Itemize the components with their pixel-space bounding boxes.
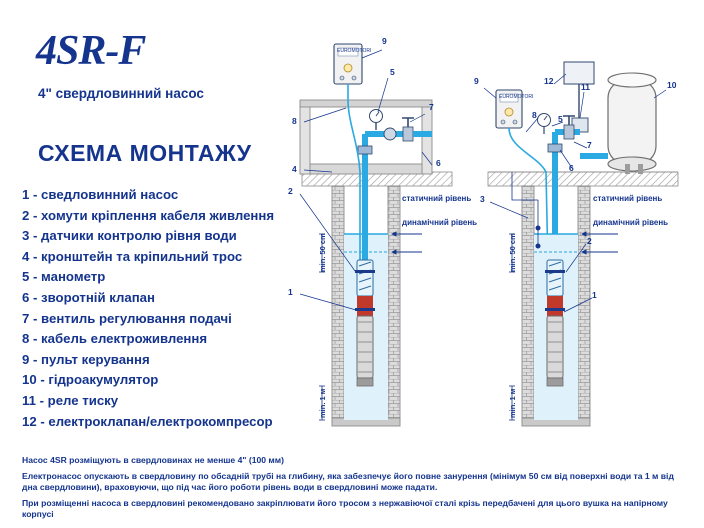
legend-item: 2 - хомути кріплення кабеля живлення	[22, 207, 275, 223]
legend-list	[22, 185, 312, 432]
callout-1: 1	[288, 287, 293, 297]
callout-1: 1	[592, 290, 597, 300]
callout-6: 6	[436, 158, 441, 168]
callout-11: 11	[581, 82, 590, 92]
callout-9: 9	[474, 76, 479, 86]
dynamic-level-label: динамічний рівень	[593, 218, 669, 227]
installation-diagram-right	[468, 22, 693, 437]
callout-10: 10	[667, 80, 677, 90]
callout-5: 5	[558, 114, 563, 124]
callout-2: 2	[587, 236, 592, 246]
legend-item: 9 - пульт керування	[22, 351, 150, 367]
installation-diagram-left	[272, 22, 478, 437]
callout-5: 5	[390, 67, 395, 77]
legend-item: 5 - манометр	[22, 269, 106, 285]
min-50cm-label: min. 50 cm	[318, 233, 327, 272]
legend-item: 6 - зворотній клапан	[22, 289, 155, 305]
note-line: При розміщенні насоса в свердловині рекомендовано закріплювати його тросом з нержавіючої сталі крізь передбачені для цього вушка на напірному корпусі	[22, 497, 668, 519]
brand-logo: 4SR-F	[36, 28, 146, 74]
callout-4: 4	[292, 164, 297, 174]
callout-2: 2	[288, 186, 293, 196]
legend-item: 1 - сведловинний насос	[22, 187, 179, 202]
control-panel-brand-label: EUROMOTORI	[499, 94, 534, 100]
legend-item: 12 - електроклапан/електрокомпресор	[22, 413, 273, 429]
legend-item: 3 - датчики контролю рівня води	[22, 228, 237, 244]
callout-12: 12	[544, 76, 554, 86]
legend-item: 8 - кабель електроживлення	[22, 331, 208, 347]
note-line: Насос 4SR розміщують в свердловинах не менше 4" (100 мм)	[22, 455, 285, 465]
diagram-left-graphic	[272, 22, 467, 437]
callout-7: 7	[587, 140, 592, 150]
legend-item: 11 - реле тиску	[22, 392, 119, 408]
static-level-label: статичний рівень	[593, 194, 663, 203]
callout-7: 7	[429, 102, 434, 112]
callout-8: 8	[292, 116, 297, 126]
control-panel-brand-label: EUROMOTORI	[337, 48, 372, 54]
callout-8: 8	[532, 110, 537, 120]
min-1m-label: min. 1 м	[318, 388, 327, 418]
dynamic-level-label: динамічний рівень	[402, 218, 478, 227]
legend-item: 10 - гідроакумулятор	[22, 372, 159, 388]
callout-9: 9	[382, 36, 387, 46]
static-level-label: статичний рівень	[402, 194, 472, 203]
legend-item: 4 - кронштейн та кріпильний трос	[22, 248, 243, 264]
min-50cm-label: min. 50 cm	[508, 233, 517, 272]
min-1m-label: min. 1 м	[508, 388, 517, 418]
notes-block	[22, 455, 690, 521]
legend-item: 7 - вентиль регулювання подачі	[22, 310, 232, 326]
callout-3: 3	[480, 194, 485, 204]
page-title: СХЕМА МОНТАЖУ	[38, 140, 252, 166]
callout-6: 6	[569, 163, 574, 173]
note-line: Електронасос опускають в свердловину по обсадній трубі на глибину, яка забезпечує його повне занурення (мінімум 50 см від поверхні води та 1 м від дна свердловини), враховуючи, що під час його роботи рівень води в свердловині може падати.	[22, 470, 674, 492]
brand-subtitle: 4" свердловинний насос	[38, 86, 204, 101]
